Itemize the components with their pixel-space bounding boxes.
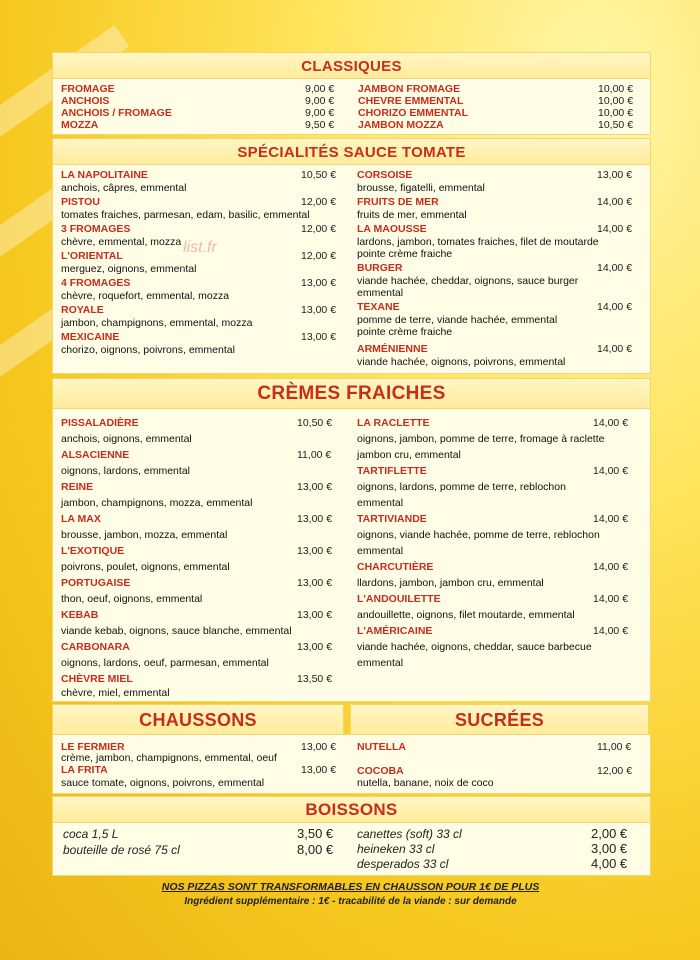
item-price: 14,00 €: [593, 561, 629, 573]
item-price: 12,00 €: [301, 223, 337, 235]
item-description: lardons, jambon, tomates fraiches, filet de moutarde: [357, 236, 599, 248]
section-title: SPÉCIALITÉS SAUCE TOMATE: [237, 143, 466, 161]
item-price: 14,00 €: [593, 513, 629, 525]
item-name: CHÈVRE MIEL: [61, 673, 133, 685]
item-name: LA NAPOLITAINE: [61, 169, 148, 181]
item-name: MOZZA: [61, 119, 99, 131]
item-price: 12,00 €: [597, 765, 633, 777]
watermark: list.fr: [183, 239, 217, 256]
item-description: poivrons, poulet, oignons, emmental: [61, 561, 230, 573]
drink-name: desperados 33 cl: [357, 857, 449, 871]
cremes-header: [52, 378, 651, 410]
item-price: 10,50 €: [598, 119, 634, 131]
item-price: 13,00 €: [297, 481, 333, 493]
item-price: 11,00 €: [597, 741, 632, 753]
item-price: 14,00 €: [597, 262, 633, 274]
item-name: KEBAB: [61, 609, 99, 621]
item-price: 13,00 €: [297, 577, 333, 589]
item-description: tomates fraiches, parmesan, edam, basilic, emmental: [61, 209, 310, 221]
item-description: chèvre, miel, emmental: [61, 687, 170, 699]
item-description: jambon, champignons, mozza, emmental: [61, 497, 253, 509]
item-description: chorizo, oignons, poivrons, emmental: [61, 344, 235, 356]
drink-price: 3,00 €: [591, 841, 628, 856]
item-name: ANCHOIS: [61, 95, 110, 107]
item-description: brousse, figatelli, emmental: [357, 182, 485, 194]
item-name: L'AMÉRICAINE: [357, 625, 433, 637]
item-name: CORSOISE: [357, 169, 413, 181]
item-description: brousse, jambon, mozza, emmental: [61, 529, 228, 541]
item-price: 13,00 €: [301, 764, 337, 776]
item-description: viande hachée, oignons, cheddar, sauce barbecue: [357, 641, 592, 653]
item-description: emmental: [357, 657, 404, 669]
item-name: L'EXOTIQUE: [61, 545, 125, 557]
item-name: CARBONARA: [61, 641, 130, 653]
section-title: CHAUSSONS: [139, 709, 257, 730]
item-description: oignons, lardons, emmental: [61, 465, 190, 477]
item-price: 11,00 €: [297, 449, 332, 461]
item-price: 14,00 €: [597, 196, 633, 208]
item-description: anchois, câpres, emmental: [61, 182, 187, 194]
item-description: jambon cru, emmental: [357, 449, 461, 461]
item-description: jambon, champignons, emmental, mozza: [61, 317, 253, 329]
item-name: FRUITS DE MER: [357, 196, 439, 208]
item-name: BURGER: [357, 262, 403, 274]
item-name: FROMAGE: [61, 83, 115, 95]
section-title: CRÈMES FRAICHES: [257, 383, 446, 404]
item-name: TARTIFLETTE: [357, 465, 427, 477]
item-description: thon, oeuf, oignons, emmental: [61, 593, 203, 605]
classiques-header: [52, 52, 651, 80]
item-description: chèvre, roquefort, emmental, mozza: [61, 290, 230, 302]
sucrees-header: [350, 704, 649, 736]
item-price: 13,00 €: [301, 277, 337, 289]
boissons-header: [52, 796, 651, 824]
section-title: BOISSONS: [305, 800, 398, 819]
item-description: viande hachée, cheddar, oignons, sauce burger: [357, 275, 579, 287]
item-name: CHARCUTIÈRE: [357, 561, 434, 573]
item-description: oignons, jambon, pomme de terre, fromage à raclette: [357, 433, 605, 445]
item-name: JAMBON MOZZA: [358, 119, 444, 131]
item-name: ANCHOIS / FROMAGE: [61, 107, 172, 119]
item-name: TARTIVIANDE: [357, 513, 427, 525]
item-name: ALSACIENNE: [61, 449, 130, 461]
item-price: 13,00 €: [297, 545, 333, 557]
item-name: REINE: [61, 481, 94, 493]
item-price: 12,00 €: [301, 250, 337, 262]
drink-name: bouteille de rosé 75 cl: [63, 843, 180, 857]
item-price: 14,00 €: [597, 301, 633, 313]
classiques-panel: [52, 78, 651, 135]
item-price: 14,00 €: [593, 465, 629, 477]
item-price: 13,00 €: [301, 331, 337, 343]
chaussons-header: [52, 704, 344, 736]
item-description: merguez, oignons, emmental: [61, 263, 197, 275]
section-title: SUCRÉES: [454, 709, 545, 730]
item-price: 9,00 €: [305, 83, 335, 95]
drink-name: canettes (soft) 33 cl: [357, 827, 462, 841]
item-price: 10,00 €: [598, 107, 634, 119]
item-name: NUTELLA: [357, 741, 406, 753]
drink-price: 8,00 €: [297, 842, 334, 857]
footer-supplement: Ingrédient supplémentaire : 1€ - tracabilité de la viande : sur demande: [184, 896, 517, 907]
item-price: 14,00 €: [597, 223, 633, 235]
item-name: CHEVRE EMMENTAL: [358, 95, 464, 107]
cremes-panel: [52, 408, 651, 702]
item-description: fruits de mer, emmental: [357, 209, 467, 221]
item-price: 12,00 €: [301, 196, 337, 208]
item-description: anchois, oignons, emmental: [61, 433, 192, 445]
item-name: ARMÉNIENNE: [357, 343, 428, 355]
item-description: oignons, lardons, pomme de terre, reblochon: [357, 481, 566, 493]
item-name: LA MAOUSSE: [357, 223, 427, 235]
boissons-panel: [52, 822, 651, 876]
item-price: 14,00 €: [593, 625, 629, 637]
item-price: 10,00 €: [598, 95, 634, 107]
chaussons-sucrees-panel: [52, 734, 651, 794]
item-price: 13,00 €: [597, 169, 633, 181]
item-price: 13,00 €: [301, 304, 337, 316]
item-price: 9,00 €: [305, 107, 335, 119]
item-description: oignons, viande hachée, pomme de terre, reblochon: [357, 529, 600, 541]
item-name: 4 FROMAGES: [61, 277, 131, 289]
item-name: LE FERMIER: [61, 741, 125, 753]
item-description: crème, jambon, champignons, emmental, oeuf: [61, 752, 277, 764]
item-description: viande kebab, oignons, sauce blanche, emmental: [61, 625, 292, 637]
item-description: andouillette, oignons, filet moutarde, emmental: [357, 609, 575, 621]
drink-name: heineken 33 cl: [357, 842, 435, 856]
item-price: 13,00 €: [297, 641, 333, 653]
item-description: chèvre, emmental, mozza: [61, 236, 182, 248]
tomate-panel: [52, 164, 651, 374]
item-name: 3 FROMAGES: [61, 223, 131, 235]
item-description: pointe crème fraiche: [357, 248, 453, 260]
item-name: L'ANDOUILETTE: [357, 593, 441, 605]
item-name: LA MAX: [61, 513, 101, 525]
item-price: 14,00 €: [597, 343, 633, 355]
item-name: JAMBON FROMAGE: [358, 83, 461, 95]
item-price: 9,00 €: [305, 95, 335, 107]
item-description: pointe crème fraiche: [357, 326, 453, 338]
item-name: PORTUGAISE: [61, 577, 131, 589]
item-price: 13,00 €: [297, 513, 333, 525]
item-price: 10,50 €: [301, 169, 337, 181]
item-price: 13,00 €: [301, 741, 337, 753]
item-name: TEXANE: [357, 301, 400, 313]
item-description: llardons, jambon, jambon cru, emmental: [357, 577, 544, 589]
item-name: MEXICAINE: [61, 331, 120, 343]
item-description: viande hachée, oignons, poivrons, emmental: [357, 356, 566, 368]
item-price: 14,00 €: [593, 593, 629, 605]
drink-price: 3,50 €: [297, 826, 334, 841]
drink-price: 4,00 €: [591, 856, 628, 871]
item-price: 14,00 €: [593, 417, 629, 429]
item-description: emmental: [357, 497, 404, 509]
item-name: LA RACLETTE: [357, 417, 430, 429]
item-price: 10,00 €: [598, 83, 634, 95]
item-name: LA FRITA: [61, 764, 108, 776]
item-price: 13,50 €: [297, 673, 333, 685]
item-description: emmental: [357, 545, 404, 557]
section-title: CLASSIQUES: [301, 57, 402, 75]
footer-note: NOS PIZZAS SONT TRANSFORMABLES EN CHAUSSON POUR 1€ DE PLUS: [161, 881, 540, 893]
item-name: PISTOU: [61, 196, 100, 208]
item-description: nutella, banane, noix de coco: [357, 777, 494, 789]
drink-name: coca 1,5 L: [63, 827, 119, 841]
item-price: 13,00 €: [297, 609, 333, 621]
item-description: oignons, lardons, oeuf, parmesan, emmental: [61, 657, 269, 669]
item-price: 9,50 €: [305, 119, 335, 131]
item-name: PISSALADIÈRE: [61, 417, 139, 429]
item-name: L'ORIENTAL: [61, 250, 123, 262]
item-description: pomme de terre, viande hachée, emmental: [357, 314, 558, 326]
item-description: sauce tomate, oignons, poivrons, emmental: [61, 777, 265, 789]
tomate-header: [52, 138, 651, 166]
item-price: 10,50 €: [297, 417, 333, 429]
drink-price: 2,00 €: [591, 826, 628, 841]
item-description: emmental: [357, 287, 404, 299]
item-name: ROYALE: [61, 304, 104, 316]
item-name: CHORIZO EMMENTAL: [358, 107, 469, 119]
item-name: COCOBA: [357, 765, 404, 777]
